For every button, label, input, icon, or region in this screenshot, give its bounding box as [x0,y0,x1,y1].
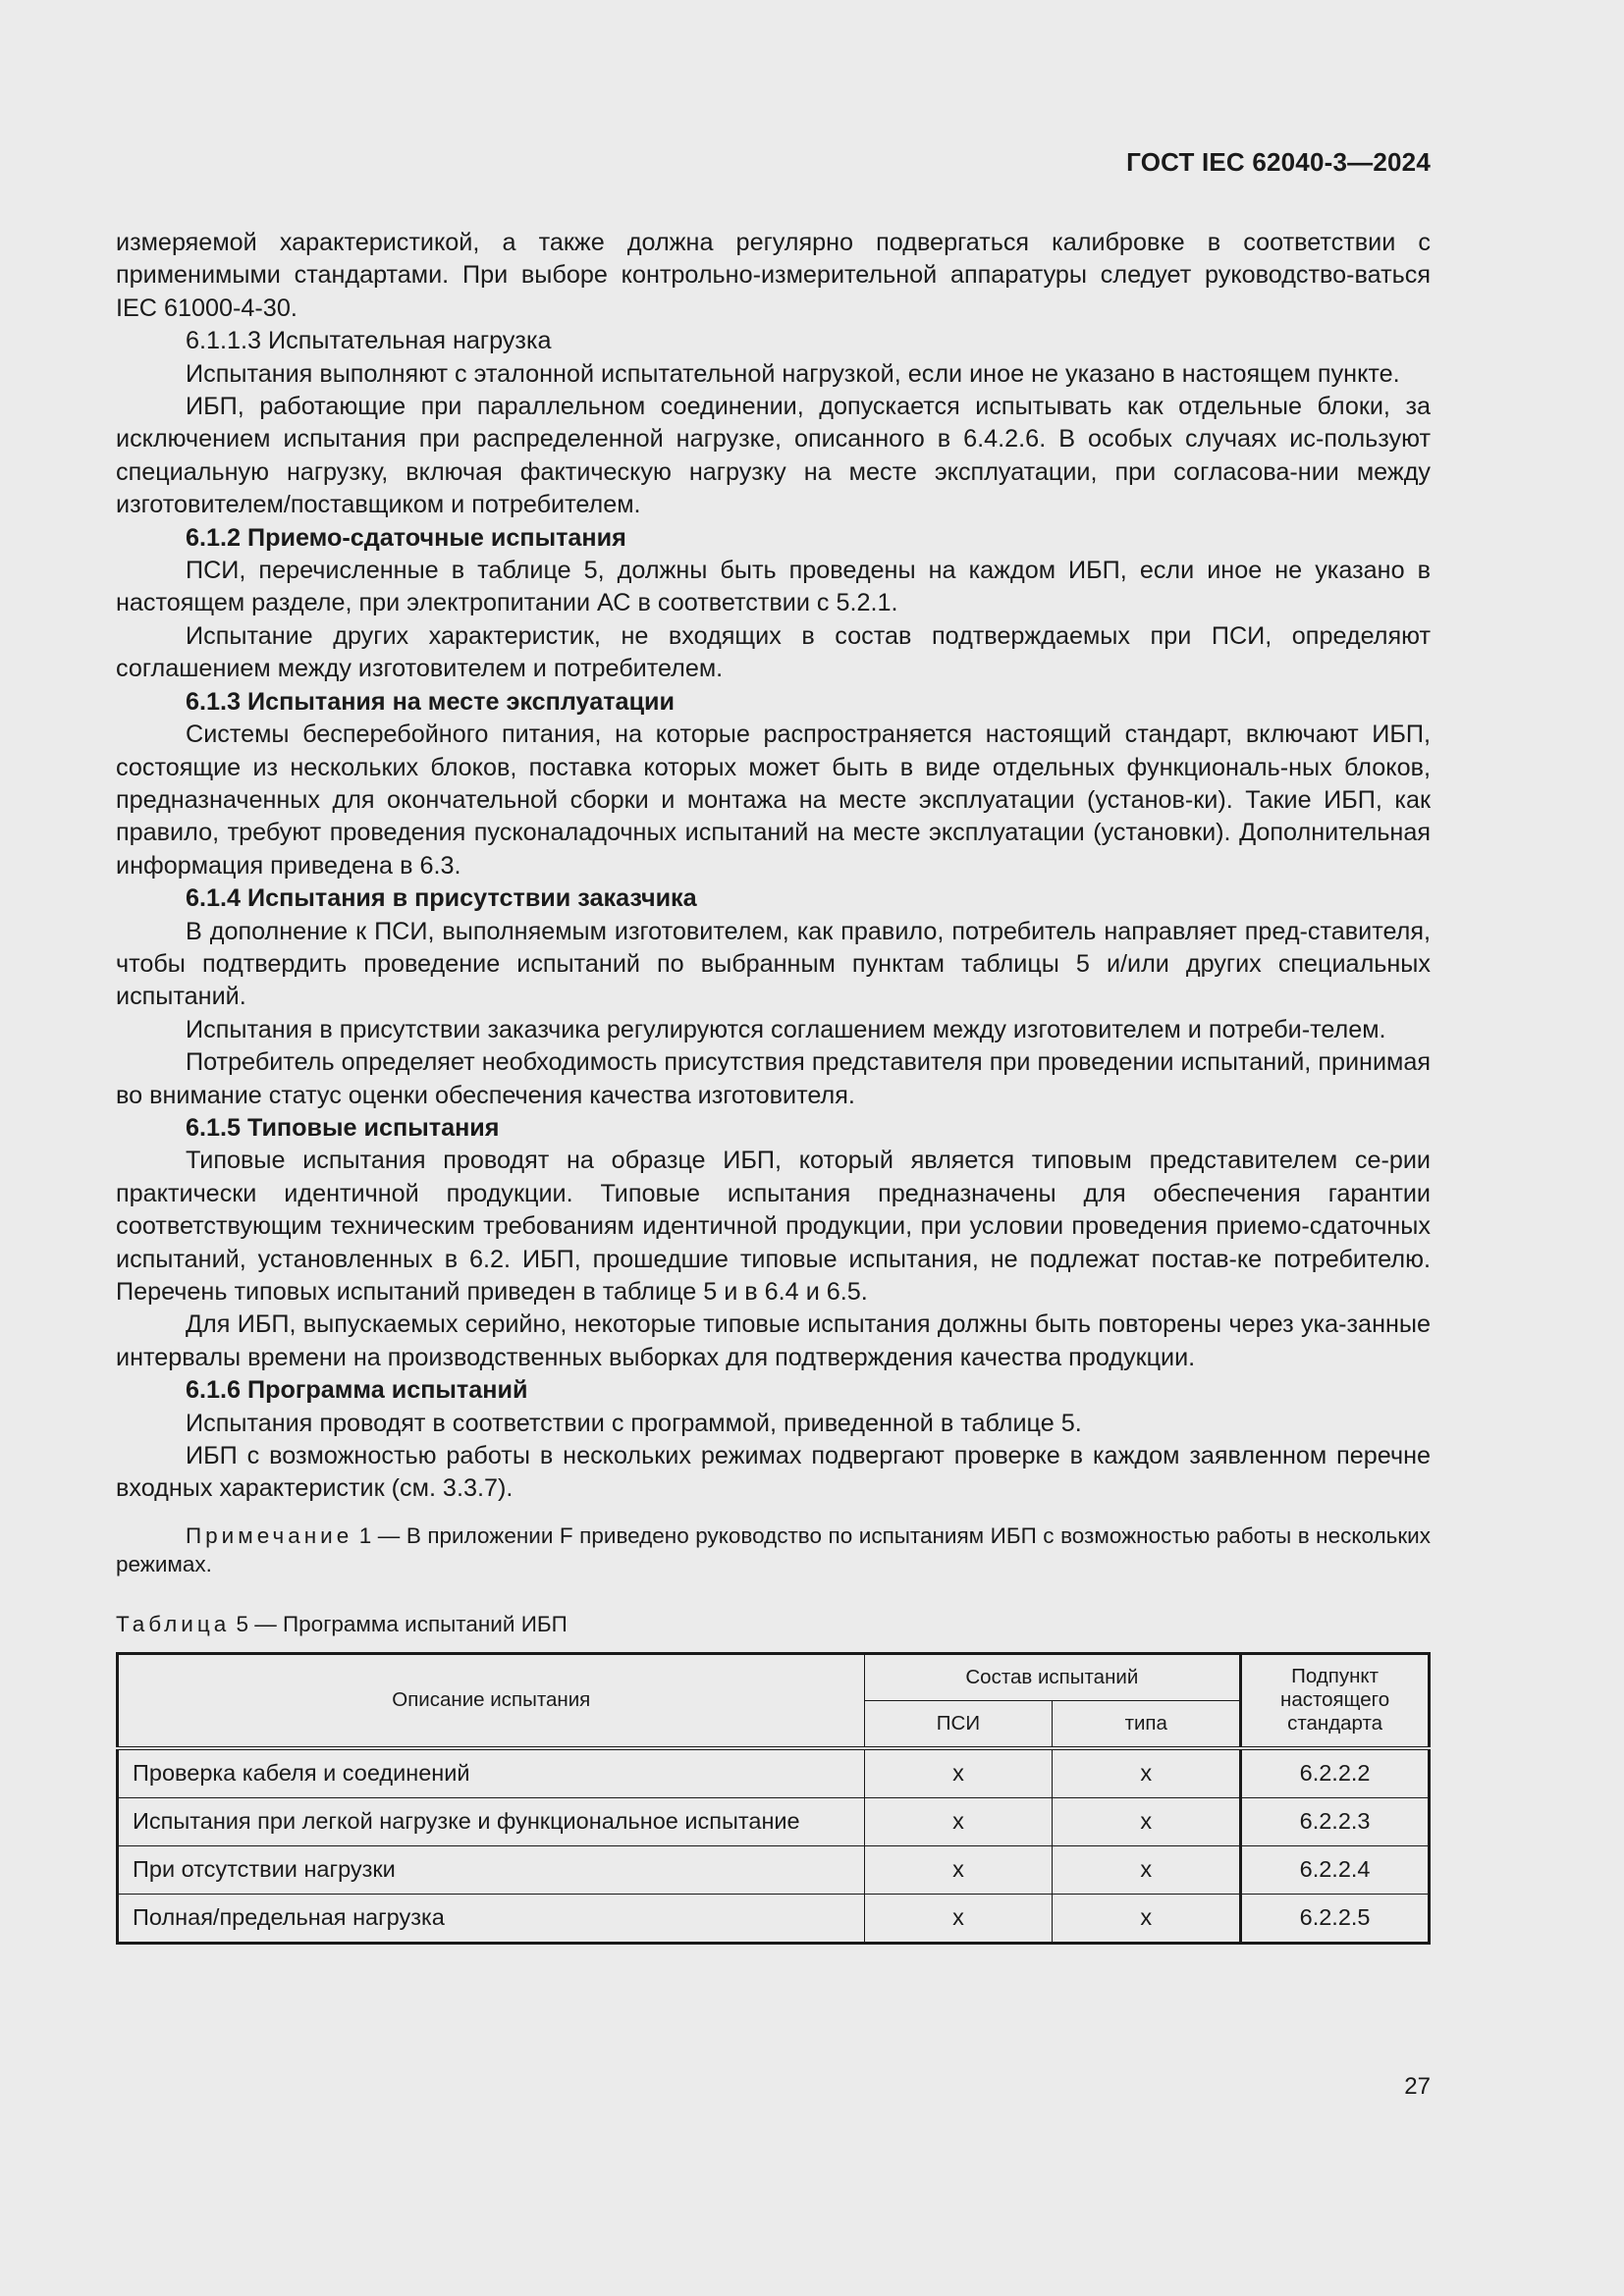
row-description: Испытания при легкой нагрузке и функциональное испытание [118,1797,865,1845]
row-type: x [1053,1797,1241,1845]
row-type: x [1053,1748,1241,1798]
table-row [118,1797,1430,1845]
table-caption-label: Таблица [116,1611,231,1636]
note [116,1522,1431,1578]
table-caption [116,1610,1431,1638]
note-text: 1 — В приложении F приведено руководство по испытаниям ИБП с возможностью работы в нескольких режимах. [116,1522,1431,1576]
section-heading: 6.1.6 Программа испытаний [186,1376,528,1405]
header-psi: ПСИ [864,1700,1053,1748]
row-psi: x [864,1797,1053,1845]
section-heading: 6.1.2 Приемо-сдаточные испытания [186,523,626,552]
row-ref: 6.2.2.3 [1241,1797,1430,1845]
row-psi: x [864,1845,1053,1894]
note-label: Примечание [186,1522,353,1548]
header-type: типа [1053,1700,1241,1748]
page-header: ГОСТ IEC 62040-3—2024 [1126,147,1431,177]
header-subclause: Подпункт настоящего стандарта [1241,1653,1430,1748]
paragraph: ИБП с возможностью работы в нескольких режимах подвергают проверке в каждом заявленном перечне входных характеристик (см. 3.3.7). [116,1442,1431,1503]
section-heading: 6.1.5 Типовые испытания [186,1113,500,1142]
table-row [118,1845,1430,1894]
document-body [116,227,1431,1945]
paragraph: Испытания проводят в соответствии с программой, приведенной в таблице 5. [186,1409,1082,1437]
section-heading: 6.1.3 Испытания на месте эксплуатации [186,687,676,716]
row-description: Проверка кабеля и соединений [118,1748,865,1798]
paragraph: Системы бесперебойного питания, на которые распространяется настоящий стандарт, включают ИБП, состоящие из нескольких блоков, поставка которых может быть в виде отдельных функциональ-ных блоков, предназначенных для окончательной сборки и монтажа на месте эксплуатации (установ-ки). Такие ИБП, как правило, требуют проведения пусконаладочных испытаний на месте эксплуатации (установки). Дополнительная информация приведена в 6.3. [116,721,1431,880]
paragraph: ПСИ, перечисленные в таблице 5, должны быть проведены на каждом ИБП, если иное не указано в настоящем разделе, при электропитании АС в соответствии с 5.2.1. [116,557,1431,617]
page-number: 27 [1404,2073,1431,2100]
row-psi: x [864,1748,1053,1798]
paragraph: Испытания в присутствии заказчика регулируются соглашением между изготовителем и потреби-телем. [186,1015,1386,1043]
row-ref: 6.2.2.4 [1241,1845,1430,1894]
paragraph: измеряемой характеристикой, а также должна регулярно подвергаться калибровке в соответствии с применимыми стандартами. При выборе контрольно-измерительной аппаратуры следует руководство-ваться IEC 61000-4-30. [116,229,1431,322]
subclause-title: 6.1.1.3 Испытательная нагрузка [186,327,552,355]
paragraph: Испытания выполняют с эталонной испытательной нагрузкой, если иное не указано в настоящем пункте. [186,359,1400,388]
header-composition: Состав испытаний [864,1653,1241,1700]
row-psi: x [864,1894,1053,1943]
paragraph: Для ИБП, выпускаемых серийно, некоторые типовые испытания должны быть повторены через ука-занные интервалы времени на производственных выборках для подтверждения качества продукции. [116,1310,1431,1371]
paragraph: Испытание других характеристик, не входящих в состав подтверждаемых при ПСИ, определяют соглашением между изготовителем и потребителем. [116,621,1431,683]
row-description: Полная/предельная нагрузка [118,1894,865,1943]
table-row [118,1894,1430,1943]
paragraph: ИБП, работающие при параллельном соединении, допускается испытывать как отдельные блоки, за исключением испытания при распределенной нагрузке, описанного в 6.4.2.6. В особых случаях ис-пользуют специальную нагрузку, включая фактическую нагрузку на месте эксплуатации, при согласова-нии между изготовителем/поставщиком и потребителем. [116,393,1431,519]
row-type: x [1053,1845,1241,1894]
paragraph: Типовые испытания проводят на образце ИБП, который является типовым представителем се-рии практически идентичной продукции. Типовые испытания предназначены для обеспечения гарантии соответствующим техническим требованиям идентичной продукции, при условии проведения приемо-сдаточных испытаний, установленных в 6.2. ИБП, прошедшие типовые испытания, не подлежат постав-ке потребителю. Перечень типовых испытаний приведен в таблице 5 и в 6.4 и 6.5. [116,1147,1431,1306]
paragraph: В дополнение к ПСИ, выполняемым изготовителем, как правило, потребитель направляет пред-ставителя, чтобы подтвердить проведение испытаний по выбранным пунктам таблицы 5 и/или других специальных испытаний. [116,917,1431,1011]
table-caption-text: 5 — Программа испытаний ИБП [230,1611,568,1636]
table-row [118,1748,1430,1798]
row-ref: 6.2.2.2 [1241,1748,1430,1798]
row-description: При отсутствии нагрузки [118,1845,865,1894]
row-type: x [1053,1894,1241,1943]
section-heading: 6.1.4 Испытания в присутствии заказчика [186,884,697,913]
row-ref: 6.2.2.5 [1241,1894,1430,1943]
paragraph: Потребитель определяет необходимость присутствия представителя при проведении испытаний, принимая во внимание статус оценки обеспечения качества изготовителя. [116,1048,1431,1109]
header-description: Описание испытания [118,1653,865,1748]
test-program-table [116,1652,1431,1945]
